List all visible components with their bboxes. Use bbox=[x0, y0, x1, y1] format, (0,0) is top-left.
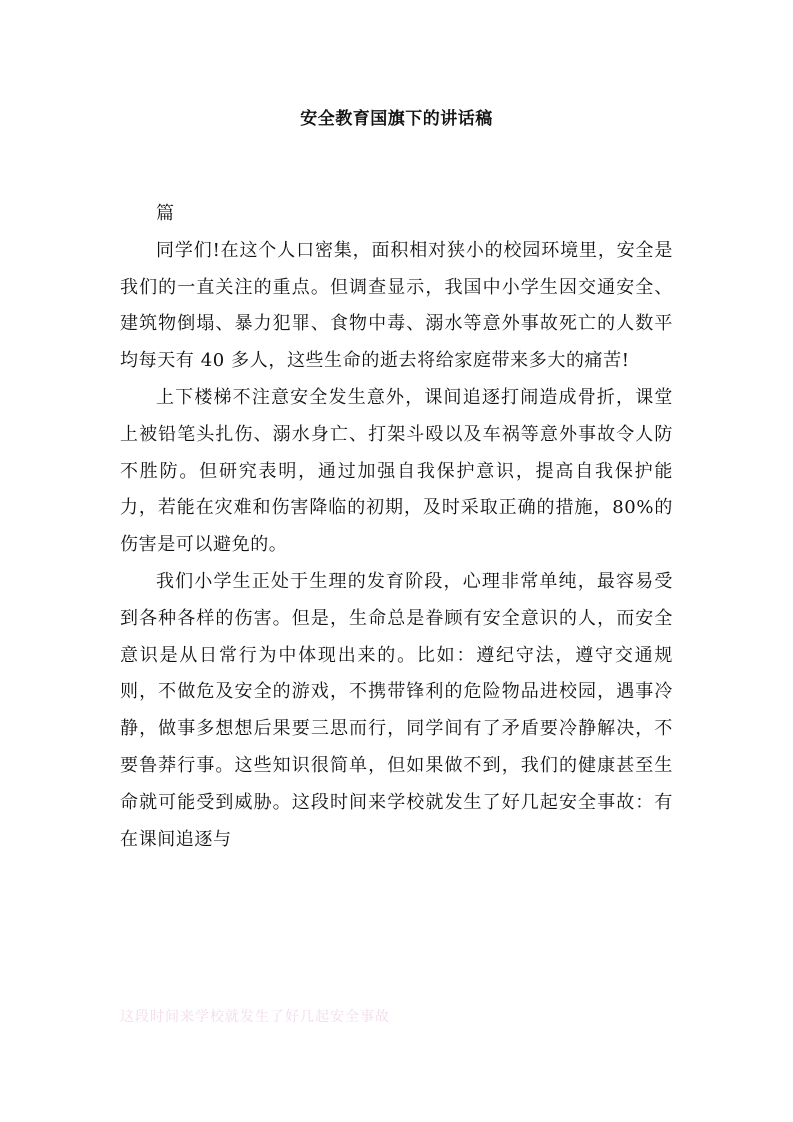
faint-watermark-text: 这段时间来学校就发生了好几起安全事故 bbox=[120, 1009, 390, 1025]
paragraph-heading: 篇 bbox=[156, 203, 175, 224]
document-title: 安全教育国旗下的讲话稿 bbox=[300, 109, 493, 129]
paragraph-2: 上下楼梯不注意安全发生意外，课间追逐打闹造成骨折，课堂上被铅笔头扎伤、溺水身亡、打架斗殴以及车祸等意外事故令人防不胜防。但研究表明，通过加强自我保护意识，提高自我保护能力，若能在灾难和伤害降临的初期，及时采取正确的措施，80%的伤害是可以避免的。 bbox=[120, 386, 673, 556]
document-body bbox=[120, 196, 673, 858]
paragraph-1: 同学们!在这个人口密集，面积相对狭小的校园环境里，安全是我们的一直关注的重点。但调查显示，我国中小学生因交通安全、建筑物倒塌、暴力犯罪、食物中毒、溺水等意外事故死亡的人数平均每天有 40 多人，这些生命的逝去将给家庭带来多大的痛苦! bbox=[120, 239, 673, 372]
paragraph-3: 我们小学生正处于生理的发育阶段，心理非常单纯，最容易受到各种各样的伤害。但是，生命总是眷顾有安全意识的人，而安全意识是从日常行为中体现出来的。比如：遵纪守法，遵守交通规则，不做危及安全的游戏，不携带锋利的危险物品进校园，遇事冷静，做事多想想后果要三思而行，同学间有了矛盾要冷静解决，不要鲁莽行事。这些知识很简单，但如果做不到，我们的健康甚至生命就可能受到威胁。这段时间来学校就发生了好几起安全事故：有在课间追逐与 bbox=[120, 570, 673, 850]
